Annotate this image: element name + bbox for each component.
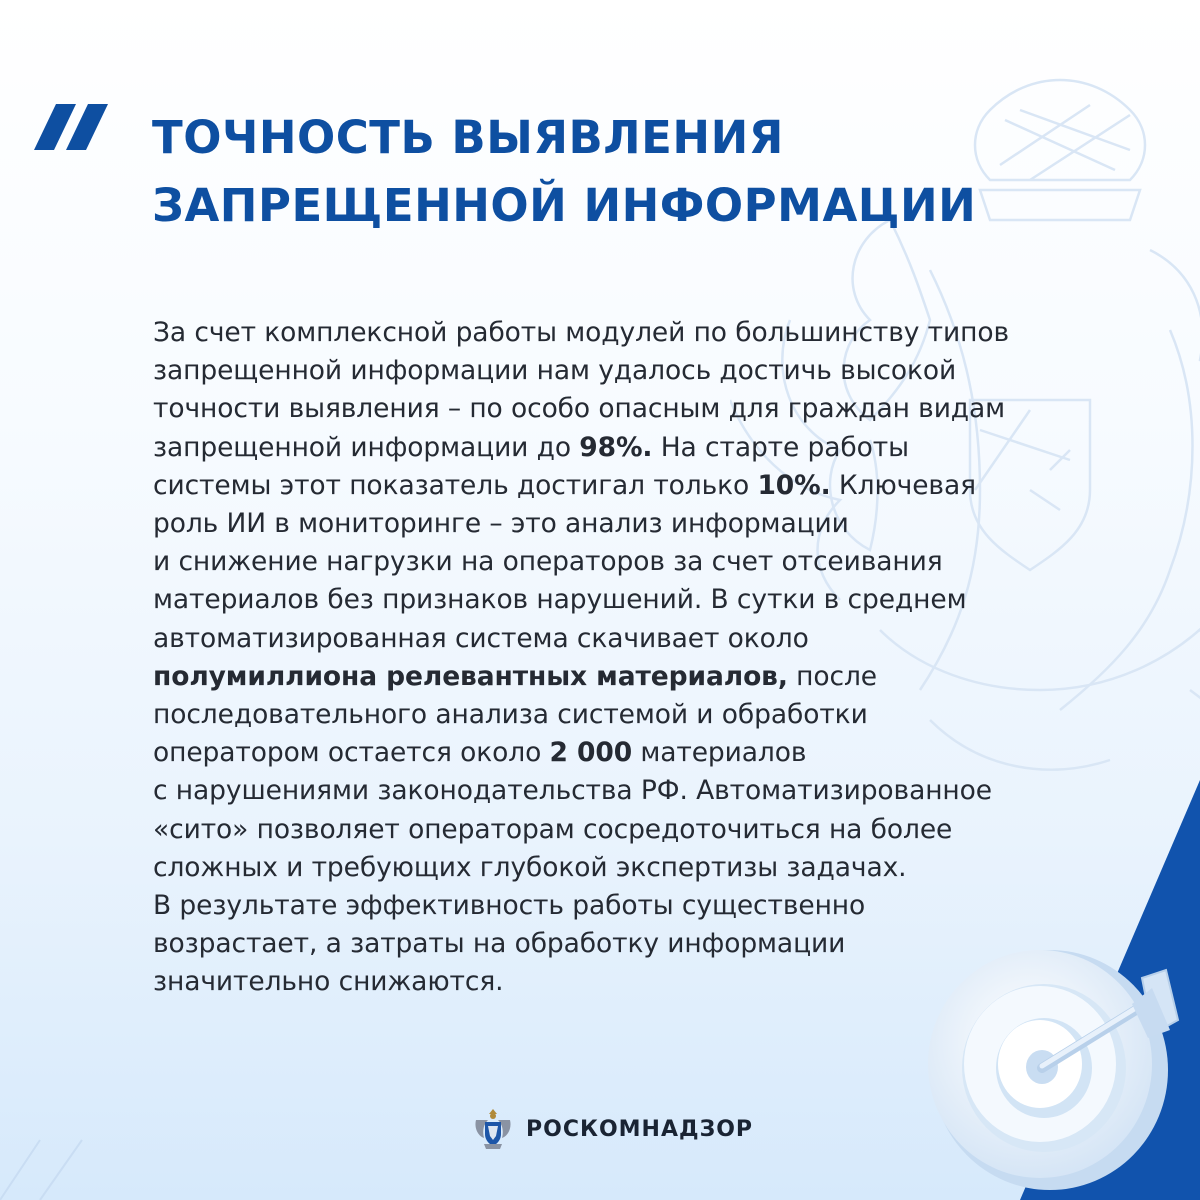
title-line-2: ЗАПРЕЩЕННОЙ ИНФОРМАЦИИ bbox=[152, 179, 977, 232]
double-slash-icon bbox=[34, 104, 108, 150]
body-run: оператором остается около bbox=[153, 737, 550, 769]
target-with-arrow-icon bbox=[920, 930, 1190, 1190]
body-run: последовательного анализа системой и обработки bbox=[153, 699, 868, 731]
body-run: после bbox=[787, 660, 878, 692]
body-run: возрастает, а затраты на обработку информации bbox=[153, 928, 846, 960]
body-run: с нарушениями законодательства РФ. Автоматизированное bbox=[153, 775, 992, 807]
body-line bbox=[153, 734, 1153, 772]
page-title bbox=[152, 104, 1152, 240]
body-run: и снижение нагрузки на операторов за счет отсеивания bbox=[153, 546, 943, 578]
body-run: За счет комплексной работы модулей по большинству типов bbox=[153, 317, 1009, 348]
body-line bbox=[153, 696, 1153, 734]
body-run: «сито» позволяет операторам сосредоточиться на более bbox=[153, 813, 953, 845]
decorative-lines bbox=[0, 1120, 130, 1200]
body-bold-run: 10%. bbox=[757, 469, 831, 501]
footer-logo bbox=[470, 1106, 753, 1152]
body-run: точности выявления – по особо опасным для граждан видам bbox=[153, 393, 1006, 425]
body-run: В результате эффективность работы существенно bbox=[153, 890, 866, 922]
body-run: материалов без признаков нарушений. В сутки в среднем bbox=[153, 584, 967, 616]
body-line bbox=[153, 505, 1153, 543]
body-line bbox=[153, 429, 1153, 467]
body-line bbox=[153, 352, 1153, 390]
body-line bbox=[153, 467, 1153, 505]
body-run: материалов bbox=[632, 737, 807, 769]
logo-text: РОСКОМНАДЗОР bbox=[526, 1116, 754, 1142]
body-run: запрещенной информации до bbox=[153, 431, 580, 463]
body-run: значительно снижаются. bbox=[153, 966, 504, 998]
body-run: На старте работы bbox=[652, 431, 909, 463]
body-run: сложных и требующих глубокой экспертизы задачах. bbox=[153, 851, 907, 883]
body-run: Ключевая bbox=[830, 469, 976, 501]
body-run: запрещенной информации нам удалось достичь высокой bbox=[153, 355, 957, 387]
body-line bbox=[153, 658, 1153, 696]
body-line bbox=[153, 314, 1153, 352]
body-line bbox=[153, 581, 1153, 619]
body-line bbox=[153, 390, 1153, 428]
body-line bbox=[153, 543, 1153, 581]
title-line-1: ТОЧНОСТЬ ВЫЯВЛЕНИЯ bbox=[152, 111, 784, 164]
body-line bbox=[153, 620, 1153, 658]
body-run: системы этот показатель достигал только bbox=[153, 469, 758, 501]
body-bold-run: 2 000 bbox=[549, 737, 633, 769]
body-run: автоматизированная система скачивает около bbox=[153, 622, 809, 654]
body-bold-run: полумиллиона релевантных материалов, bbox=[153, 660, 788, 692]
body-bold-run: 98%. bbox=[579, 431, 653, 463]
roskomnadzor-emblem-icon bbox=[470, 1106, 516, 1152]
body-run: роль ИИ в мониторинге – это анализ информации bbox=[153, 508, 849, 540]
